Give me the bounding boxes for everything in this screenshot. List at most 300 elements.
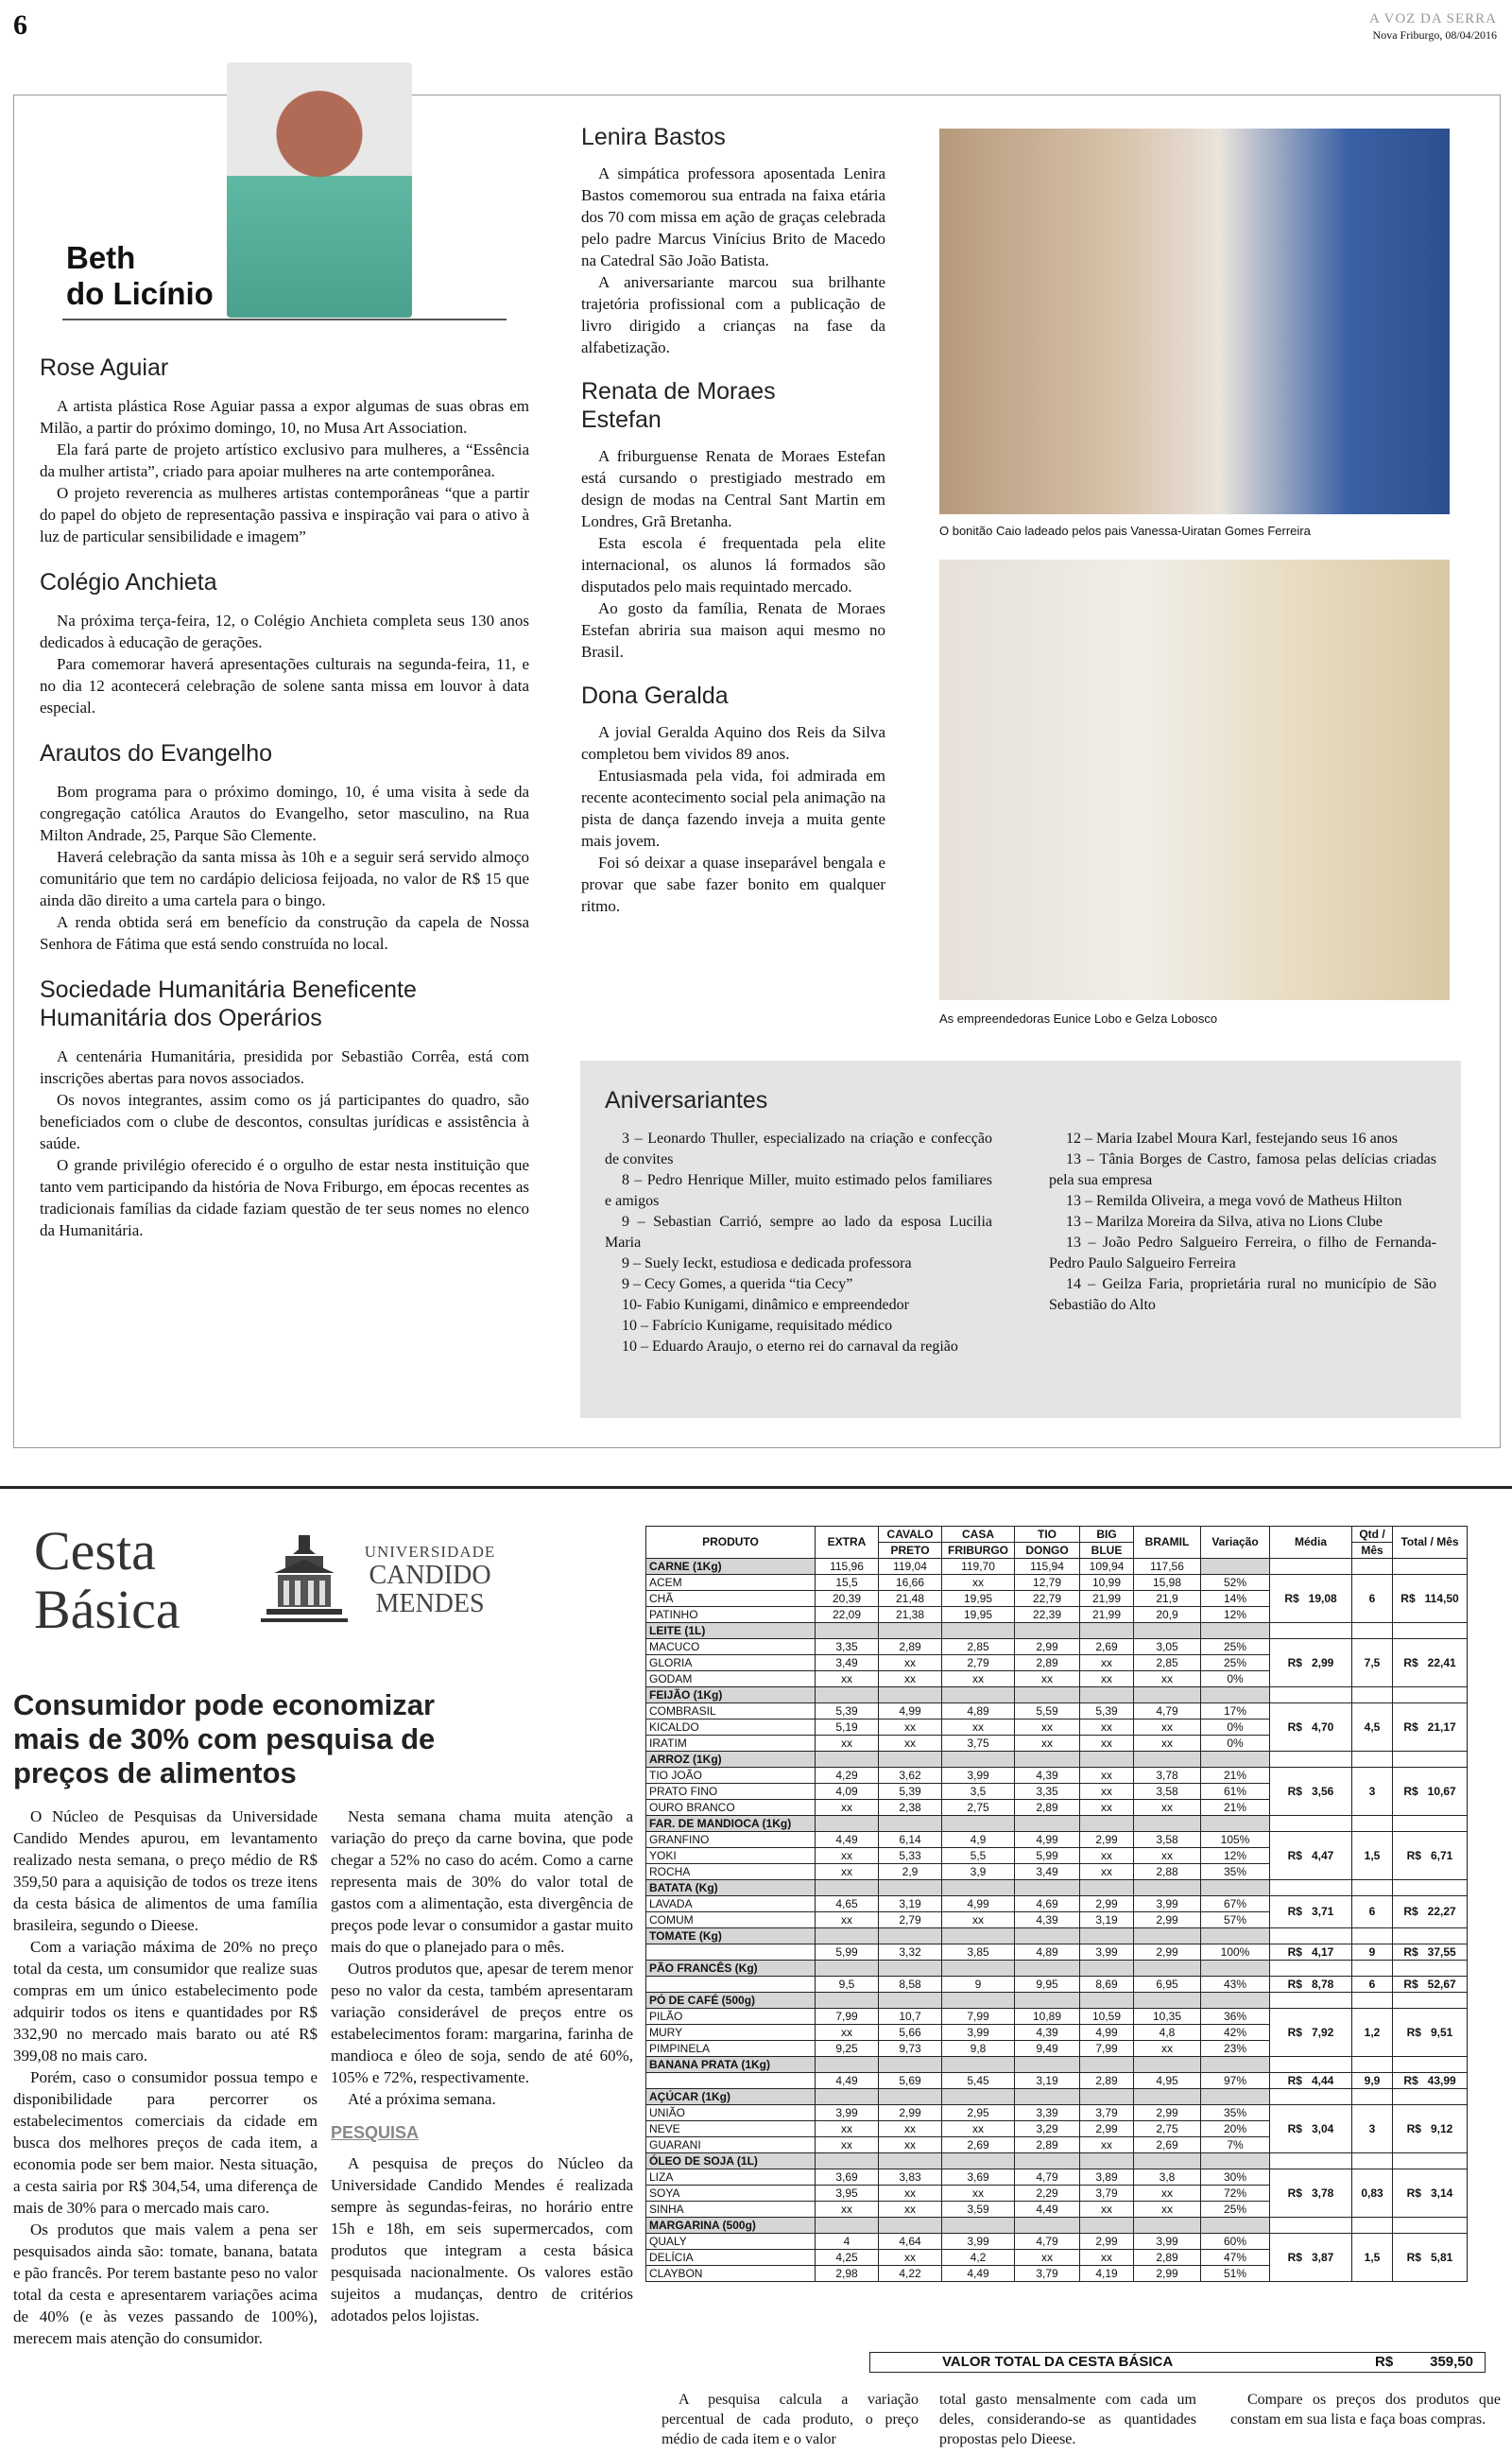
- total-row: [869, 2352, 1486, 2373]
- media-cell: [1270, 1639, 1352, 1687]
- category-cell: [1201, 1559, 1270, 1575]
- price-cell: 21,48: [879, 1591, 942, 1607]
- category-cell: [816, 1961, 879, 1977]
- category-cell: [1015, 1880, 1080, 1896]
- price-cell: xx: [1080, 2250, 1134, 2266]
- currency: R$: [1287, 2250, 1302, 2264]
- table-row: [646, 1575, 1468, 1591]
- price-cell: xx: [1015, 1720, 1080, 1736]
- price-cell: xx: [942, 2186, 1015, 2202]
- category-cell: [1270, 1687, 1352, 1703]
- price-cell: 3,69: [942, 2169, 1015, 2186]
- media-value: 8,78: [1311, 1977, 1334, 1991]
- price-cell: 3,85: [942, 1944, 1015, 1961]
- category-cell: [1352, 1559, 1393, 1575]
- table-row: [646, 1703, 1468, 1720]
- price-cell: 16,66: [879, 1575, 942, 1591]
- product-name: CLAYBON: [646, 2266, 816, 2282]
- price-cell: 4,64: [879, 2234, 942, 2250]
- cesta-col2: [331, 1806, 633, 2326]
- price-cell: 3,95: [816, 2186, 879, 2202]
- caption-eunice: As empreendedoras Eunice Lobo e Gelza Lobosco: [939, 1011, 1218, 1026]
- cesta-title: [34, 1522, 180, 1639]
- category-cell: 117,56: [1134, 1559, 1201, 1575]
- category-cell: [1270, 1816, 1352, 1832]
- media-value: 3,56: [1311, 1784, 1334, 1798]
- currency: R$: [1406, 2250, 1421, 2264]
- category-cell: 109,94: [1080, 1559, 1134, 1575]
- price-cell: 21%: [1201, 1768, 1270, 1784]
- aniv-item: 14 – Geilza Faria, proprietária rural no município de São Sebastião do Alto: [1049, 1276, 1436, 1313]
- price-cell: 3,49: [1015, 1864, 1080, 1880]
- price-cell: 3,99: [1080, 1944, 1134, 1961]
- category-cell: [1352, 1816, 1393, 1832]
- product-name: PILÃO: [646, 2009, 816, 2025]
- price-table: [645, 1526, 1468, 2282]
- sociedade-para: A centenária Humanitária, presidida por Sebastião Corrêa, está com inscrições abertas para novos associados.: [40, 1047, 529, 1087]
- category-cell: [879, 1928, 942, 1944]
- currency: R$: [1406, 1848, 1421, 1862]
- price-cell: 5,39: [816, 1703, 879, 1720]
- th-dongo: DONGO: [1015, 1543, 1080, 1559]
- category-name: AÇÚCAR (1Kg): [646, 2089, 816, 2105]
- price-cell: 5,99: [1015, 1848, 1080, 1864]
- price-cell: 43%: [1201, 1977, 1270, 1993]
- category-cell: [1080, 1993, 1134, 2009]
- price-cell: 5,33: [879, 1848, 942, 1864]
- aniv-item: 9 – Cecy Gomes, a querida “tia Cecy”: [622, 1276, 853, 1292]
- price-cell: xx: [879, 1736, 942, 1752]
- media-value: 4,44: [1311, 2073, 1334, 2087]
- price-cell: 2,99: [1080, 1896, 1134, 1912]
- currency: R$: [1287, 1944, 1302, 1959]
- price-cell: 4,89: [942, 1703, 1015, 1720]
- cesta-para: O Núcleo de Pesquisas da Universidade Candido Mendes apurou, em levantamento realizado nesta semana, o preço médio de R$ 359,50 para a aquisição de todos os treze itens da cesta básica de alimentos de uma família brasileira, segundo o Dieese.: [13, 1807, 318, 1934]
- category-cell: [1134, 1752, 1201, 1768]
- price-cell: xx: [1080, 2137, 1134, 2153]
- total-value: 114,50: [1424, 1591, 1459, 1605]
- aniv-list-left: [605, 1129, 992, 1357]
- price-cell: 4,39: [1015, 1912, 1080, 1928]
- university-logo-icon: [257, 1531, 352, 1643]
- category-name: BATATA (Kg): [646, 1880, 816, 1896]
- total-value: 9,51: [1430, 2025, 1453, 2039]
- category-cell: [1134, 2057, 1201, 2073]
- price-cell: 5,66: [879, 2025, 942, 2041]
- price-cell: 15,98: [1134, 1575, 1201, 1591]
- price-cell: 15,5: [816, 1575, 879, 1591]
- category-cell: [942, 2089, 1015, 2105]
- category-cell: [879, 1961, 942, 1977]
- price-cell: 105%: [1201, 1832, 1270, 1848]
- category-cell: [1393, 2153, 1468, 2169]
- product-name: OURO BRANCO: [646, 1800, 816, 1816]
- price-cell: 3,9: [942, 1864, 1015, 1880]
- category-name: BANANA PRATA (1Kg): [646, 2057, 816, 2073]
- category-row: [646, 2057, 1468, 2073]
- media-cell: [1270, 2169, 1352, 2218]
- name-divider: [62, 319, 507, 320]
- category-cell: [942, 1687, 1015, 1703]
- aniversariantes-title: Aniversariantes: [605, 1087, 768, 1114]
- category-cell: [1015, 1687, 1080, 1703]
- category-cell: [879, 2218, 942, 2234]
- th-preto: PRETO: [879, 1543, 942, 1559]
- category-cell: [1352, 1623, 1393, 1639]
- price-cell: 4,2: [942, 2250, 1015, 2266]
- media-value: 3,87: [1311, 2250, 1334, 2264]
- price-cell: 2,89: [1015, 2137, 1080, 2153]
- price-cell: 5,69: [879, 2073, 942, 2089]
- price-cell: 2,69: [1080, 1639, 1134, 1655]
- price-cell: 14%: [1201, 1591, 1270, 1607]
- price-cell: 3,19: [1015, 2073, 1080, 2089]
- product-name: [646, 1977, 816, 1993]
- column-name: [66, 240, 214, 312]
- price-cell: 67%: [1201, 1896, 1270, 1912]
- category-cell: [942, 1623, 1015, 1639]
- price-cell: xx: [1134, 1720, 1201, 1736]
- aniv-list-right: [1049, 1129, 1436, 1316]
- category-row: [646, 1623, 1468, 1639]
- table-row: [646, 2105, 1468, 2121]
- logo-line2: CANDIDO: [369, 1561, 491, 1590]
- product-name: GRANFINO: [646, 1832, 816, 1848]
- category-row: [646, 1687, 1468, 1703]
- price-cell: 4,49: [942, 2266, 1015, 2282]
- price-cell: 2,99: [1134, 2105, 1201, 2121]
- price-cell: 2,79: [942, 1655, 1015, 1671]
- price-cell: 2,75: [1134, 2121, 1201, 2137]
- qtd-cell: 6: [1352, 1575, 1393, 1623]
- category-row: [646, 2218, 1468, 2234]
- price-cell: 3,35: [816, 1639, 879, 1655]
- category-cell: [816, 2057, 879, 2073]
- price-cell: 2,79: [879, 1912, 942, 1928]
- price-cell: 72%: [1201, 2186, 1270, 2202]
- price-cell: 0%: [1201, 1671, 1270, 1687]
- category-cell: [1393, 2089, 1468, 2105]
- price-cell: 4: [816, 2234, 879, 2250]
- renata-title: Estefan: [581, 406, 662, 433]
- price-cell: 4,9: [942, 1832, 1015, 1848]
- renata-para: A friburguense Renata de Moraes Estefan está cursando o prestigiado mestrado em design de modas na Central Sant Martin em Londres, Grã Bretanha.: [581, 447, 885, 530]
- total-value: 43,99: [1427, 2073, 1456, 2087]
- columnist-photo: [227, 62, 412, 318]
- category-cell: [816, 1880, 879, 1896]
- category-cell: [879, 1816, 942, 1832]
- category-cell: [1270, 1928, 1352, 1944]
- category-cell: [1201, 2089, 1270, 2105]
- aniv-item: 9 – Suely Ieckt, estudiosa e dedicada professora: [622, 1255, 912, 1271]
- category-cell: [942, 1816, 1015, 1832]
- price-cell: xx: [1080, 1784, 1134, 1800]
- price-cell: 3,75: [942, 1736, 1015, 1752]
- price-cell: 8,69: [1080, 1977, 1134, 1993]
- price-cell: 21,99: [1080, 1591, 1134, 1607]
- category-cell: [1134, 1687, 1201, 1703]
- category-row: [646, 2153, 1468, 2169]
- total-value: 22,41: [1427, 1655, 1456, 1669]
- category-cell: [1134, 1880, 1201, 1896]
- price-cell: 3,05: [1134, 1639, 1201, 1655]
- total-cell: [1393, 1896, 1468, 1928]
- price-cell: xx: [1080, 1720, 1134, 1736]
- geralda-para: Foi só deixar a quase inseparável bengala e provar que sabe fazer bonito em qualquer ritmo.: [581, 854, 885, 915]
- category-cell: [1393, 1752, 1468, 1768]
- qtd-cell: 4,5: [1352, 1703, 1393, 1752]
- price-cell: xx: [1080, 1671, 1134, 1687]
- price-cell: 2,89: [1080, 2073, 1134, 2089]
- price-cell: 3,79: [1080, 2186, 1134, 2202]
- category-cell: [1134, 2089, 1201, 2105]
- currency: R$: [1403, 1944, 1418, 1959]
- category-cell: [1393, 2218, 1468, 2234]
- product-name: CHÃ: [646, 1591, 816, 1607]
- category-cell: [942, 1880, 1015, 1896]
- table-row: [646, 1768, 1468, 1784]
- price-cell: xx: [879, 2250, 942, 2266]
- middle-column: [581, 123, 885, 917]
- price-cell: 12%: [1201, 1607, 1270, 1623]
- price-cell: 2,69: [942, 2137, 1015, 2153]
- table-row: [646, 1832, 1468, 1848]
- qtd-cell: 6: [1352, 1977, 1393, 1993]
- currency: R$: [1403, 1784, 1418, 1798]
- price-cell: 21,99: [1080, 1607, 1134, 1623]
- aniv-item: 13 – Marilza Moreira da Silva, ativa no Lions Clube: [1066, 1214, 1383, 1230]
- price-cell: 2,98: [816, 2266, 879, 2282]
- total-cell: [1393, 1944, 1468, 1961]
- category-cell: [1352, 1961, 1393, 1977]
- category-cell: [1201, 1623, 1270, 1639]
- price-cell: xx: [1080, 1736, 1134, 1752]
- category-cell: [1015, 1928, 1080, 1944]
- category-cell: [1201, 1752, 1270, 1768]
- category-cell: [816, 1993, 879, 2009]
- category-cell: [1201, 1687, 1270, 1703]
- price-cell: 4,29: [816, 1768, 879, 1784]
- currency: R$: [1287, 1848, 1302, 1862]
- product-name: NEVE: [646, 2121, 816, 2137]
- price-cell: xx: [942, 1575, 1015, 1591]
- geralda-para: A jovial Geralda Aquino dos Reis da Silva completou bem vividos 89 anos.: [581, 723, 885, 763]
- section-divider: [0, 1486, 1512, 1489]
- price-cell: xx: [816, 2137, 879, 2153]
- category-cell: [816, 2089, 879, 2105]
- category-name: LEITE (1L): [646, 1623, 816, 1639]
- price-cell: 4,69: [1015, 1896, 1080, 1912]
- lenira-title: Lenira Bastos: [581, 124, 726, 150]
- aniv-item: 10 – Fabrício Kunigame, requisitado médico: [622, 1318, 893, 1334]
- price-cell: 57%: [1201, 1912, 1270, 1928]
- category-cell: [816, 2218, 879, 2234]
- price-cell: 3,79: [1080, 2105, 1134, 2121]
- category-cell: [1080, 1928, 1134, 1944]
- category-cell: [1393, 1559, 1468, 1575]
- media-value: 19,08: [1308, 1591, 1337, 1605]
- total-cell: [1393, 1703, 1468, 1752]
- category-cell: [1352, 1880, 1393, 1896]
- category-cell: [1393, 1623, 1468, 1639]
- total-cell: [1393, 2169, 1468, 2218]
- price-cell: 3,78: [1134, 1768, 1201, 1784]
- column-name-line1: Beth: [66, 240, 136, 275]
- price-cell: 2,99: [1015, 1639, 1080, 1655]
- product-name: PRATO FINO: [646, 1784, 816, 1800]
- price-cell: xx: [1080, 1800, 1134, 1816]
- category-cell: [942, 1928, 1015, 1944]
- sociedade-title: Humanitária dos Operários: [40, 1005, 322, 1031]
- category-cell: [1015, 2057, 1080, 2073]
- category-name: PÃO FRANCÊS (Kg): [646, 1961, 816, 1977]
- th-bramil: BRAMIL: [1134, 1527, 1201, 1559]
- price-cell: xx: [1080, 1768, 1134, 1784]
- price-cell: 22,09: [816, 1607, 879, 1623]
- cesta-para: Outros produtos que, apesar de terem menor peso no valor da cesta, também apresentaram variação considerável de preços entre os estabelecimentos foram: margarina, farinha de mandioca e óleo de soja, sendo de até 60%, 105% e 72%, respectivamente.: [331, 1960, 633, 2086]
- price-cell: 3,69: [816, 2169, 879, 2186]
- price-cell: 3,5: [942, 1784, 1015, 1800]
- total-cell: [1393, 1977, 1468, 1993]
- total-value: 3,14: [1430, 2186, 1453, 2200]
- arautos-para: A renda obtida será em benefício da construção da capela de Nossa Senhora de Fátima que está sendo construída no local.: [40, 913, 529, 953]
- category-cell: [879, 1993, 942, 2009]
- price-cell: 19,95: [942, 1607, 1015, 1623]
- total-cell: [1393, 2009, 1468, 2057]
- lenira-para: A simpática professora aposentada Lenira Bastos comemorou sua entrada na faixa etária dos 70 com missa em ação de graças celebrada pelo padre Marcus Vinícius Brito de Macedo na Catedral São João Batista.: [581, 164, 885, 269]
- th-blue: BLUE: [1080, 1543, 1134, 1559]
- price-cell: xx: [879, 1720, 942, 1736]
- arautos-para: Bom programa para o próximo domingo, 10, é uma visita à sede da congregação católica Arautos do Evangelho, setor masculino, na Rua Milton Andrade, 25, Parque São Clemente.: [40, 783, 529, 844]
- price-cell: xx: [1015, 1671, 1080, 1687]
- category-cell: [1270, 2057, 1352, 2073]
- aniv-item: 12 – Maria Izabel Moura Karl, festejando seus 16 anos: [1066, 1131, 1398, 1147]
- media-cell: [1270, 1977, 1352, 1993]
- price-cell: xx: [1134, 1848, 1201, 1864]
- price-cell: 3,32: [879, 1944, 942, 1961]
- total-value: 9,12: [1430, 2121, 1453, 2135]
- price-cell: 2,75: [942, 1800, 1015, 1816]
- media-value: 2,99: [1311, 1655, 1334, 1669]
- category-cell: [879, 1687, 942, 1703]
- column-name-line2: do Licínio: [66, 276, 214, 311]
- price-cell: xx: [816, 1671, 879, 1687]
- price-cell: 4,25: [816, 2250, 879, 2266]
- anchieta-para: Para comemorar haverá apresentações culturais na segunda-feira, 11, e no dia 12 acontecerá celebração de solene santa missa em louvor à data especial.: [40, 655, 529, 717]
- price-cell: 3,35: [1015, 1784, 1080, 1800]
- th-tio: TIO: [1015, 1527, 1080, 1543]
- product-name: COMUM: [646, 1912, 816, 1928]
- price-cell: 2,89: [1134, 2250, 1201, 2266]
- category-cell: [1393, 1816, 1468, 1832]
- price-cell: 9: [942, 1977, 1015, 1993]
- price-cell: 3,99: [1134, 2234, 1201, 2250]
- price-cell: 10,59: [1080, 2009, 1134, 2025]
- price-cell: xx: [816, 1864, 879, 1880]
- category-cell: [1015, 1623, 1080, 1639]
- category-cell: [1080, 1816, 1134, 1832]
- price-cell: 25%: [1201, 1655, 1270, 1671]
- th-cavalo: CAVALO: [879, 1527, 942, 1543]
- total-cell: [1393, 2073, 1468, 2089]
- anchieta-title: Colégio Anchieta: [40, 569, 217, 596]
- price-table-wrap: [645, 1526, 1468, 2282]
- category-cell: [1134, 2218, 1201, 2234]
- price-cell: xx: [1134, 1671, 1201, 1687]
- product-name: ACEM: [646, 1575, 816, 1591]
- price-cell: 2,99: [879, 2105, 942, 2121]
- price-cell: 12%: [1201, 1848, 1270, 1864]
- category-cell: [1393, 1880, 1468, 1896]
- cesta-para: Com a variação máxima de 20% no preço total da cesta, um consumidor que realize suas compras em um único estabelecimento pode adquirir todos os itens e quantidades por R$ 332,90 no mercado mais barato ou até R$ 399,08 no mais caro.: [13, 1938, 318, 2065]
- currency: R$: [1287, 1977, 1302, 1991]
- category-cell: [942, 1752, 1015, 1768]
- category-cell: [1080, 2089, 1134, 2105]
- media-value: 3,04: [1311, 2121, 1334, 2135]
- media-cell: [1270, 2073, 1352, 2089]
- category-cell: [816, 2153, 879, 2169]
- lenira-para: A aniversariante marcou sua brilhante trajetória profissional com a publicação de livro dirigido a crianças na fase da alfabetização.: [581, 273, 885, 356]
- currency: R$: [1403, 1720, 1418, 1734]
- price-cell: 5,45: [942, 2073, 1015, 2089]
- price-cell: 60%: [1201, 2234, 1270, 2250]
- total-value: 52,67: [1427, 1977, 1456, 1991]
- category-name: TOMATE (Kg): [646, 1928, 816, 1944]
- media-value: 7,92: [1311, 2025, 1334, 2039]
- table-row: [646, 1944, 1468, 1961]
- bottom-note-1: A pesquisa calcula a variação percentual de cada produto, o preço médio de cada item e o valor: [662, 2392, 919, 2447]
- category-cell: [1201, 1880, 1270, 1896]
- price-cell: 51%: [1201, 2266, 1270, 2282]
- cesta-title-line1: Cesta: [34, 1520, 156, 1581]
- price-cell: xx: [879, 2186, 942, 2202]
- price-cell: 4,49: [816, 2073, 879, 2089]
- price-cell: 36%: [1201, 2009, 1270, 2025]
- aniv-item: 13 – Tânia Borges de Castro, famosa pelas delícias criadas pela sua empresa: [1049, 1151, 1436, 1188]
- table-row: [646, 1639, 1468, 1655]
- sociedade-para: O grande privilégio oferecido é o orgulho de estar nesta instituição que tanto vem participando da história de Nova Friburgo, em épocas recentes as tradicionais famílias da cidade faziam questão de ter seus nomes no elenco da Humanitária.: [40, 1156, 529, 1239]
- sociedade-title: Sociedade Humanitária Beneficente: [40, 976, 417, 1003]
- category-cell: [1134, 1961, 1201, 1977]
- total-value: 21,17: [1427, 1720, 1456, 1734]
- price-cell: 6,14: [879, 1832, 942, 1848]
- price-cell: 61%: [1201, 1784, 1270, 1800]
- price-cell: 3,19: [1080, 1912, 1134, 1928]
- price-cell: 19,95: [942, 1591, 1015, 1607]
- price-cell: 20%: [1201, 2121, 1270, 2137]
- price-cell: 47%: [1201, 2250, 1270, 2266]
- price-cell: 20,39: [816, 1591, 879, 1607]
- total-value: 37,55: [1427, 1944, 1456, 1959]
- table-header-row: [646, 1527, 1468, 1543]
- price-cell: 4,99: [1080, 2025, 1134, 2041]
- media-cell: [1270, 2009, 1352, 2057]
- price-cell: 3,58: [1134, 1832, 1201, 1848]
- price-cell: 4,8: [1134, 2025, 1201, 2041]
- price-cell: 7,99: [816, 2009, 879, 2025]
- price-cell: 8,58: [879, 1977, 942, 1993]
- rose-para: Ela fará parte de projeto artístico exclusivo para mulheres, a “Essência da mulher artista”, criado para apoiar mulheres na arte contemporânea.: [40, 441, 529, 480]
- category-cell: [1352, 1752, 1393, 1768]
- product-name: [646, 2073, 816, 2089]
- th-variacao: Variação: [1201, 1527, 1270, 1559]
- geralda-title: Dona Geralda: [581, 683, 729, 709]
- product-name: LIZA: [646, 2169, 816, 2186]
- category-cell: [1080, 1752, 1134, 1768]
- category-cell: [942, 2057, 1015, 2073]
- price-cell: 3,49: [816, 1655, 879, 1671]
- price-cell: 3,99: [942, 1768, 1015, 1784]
